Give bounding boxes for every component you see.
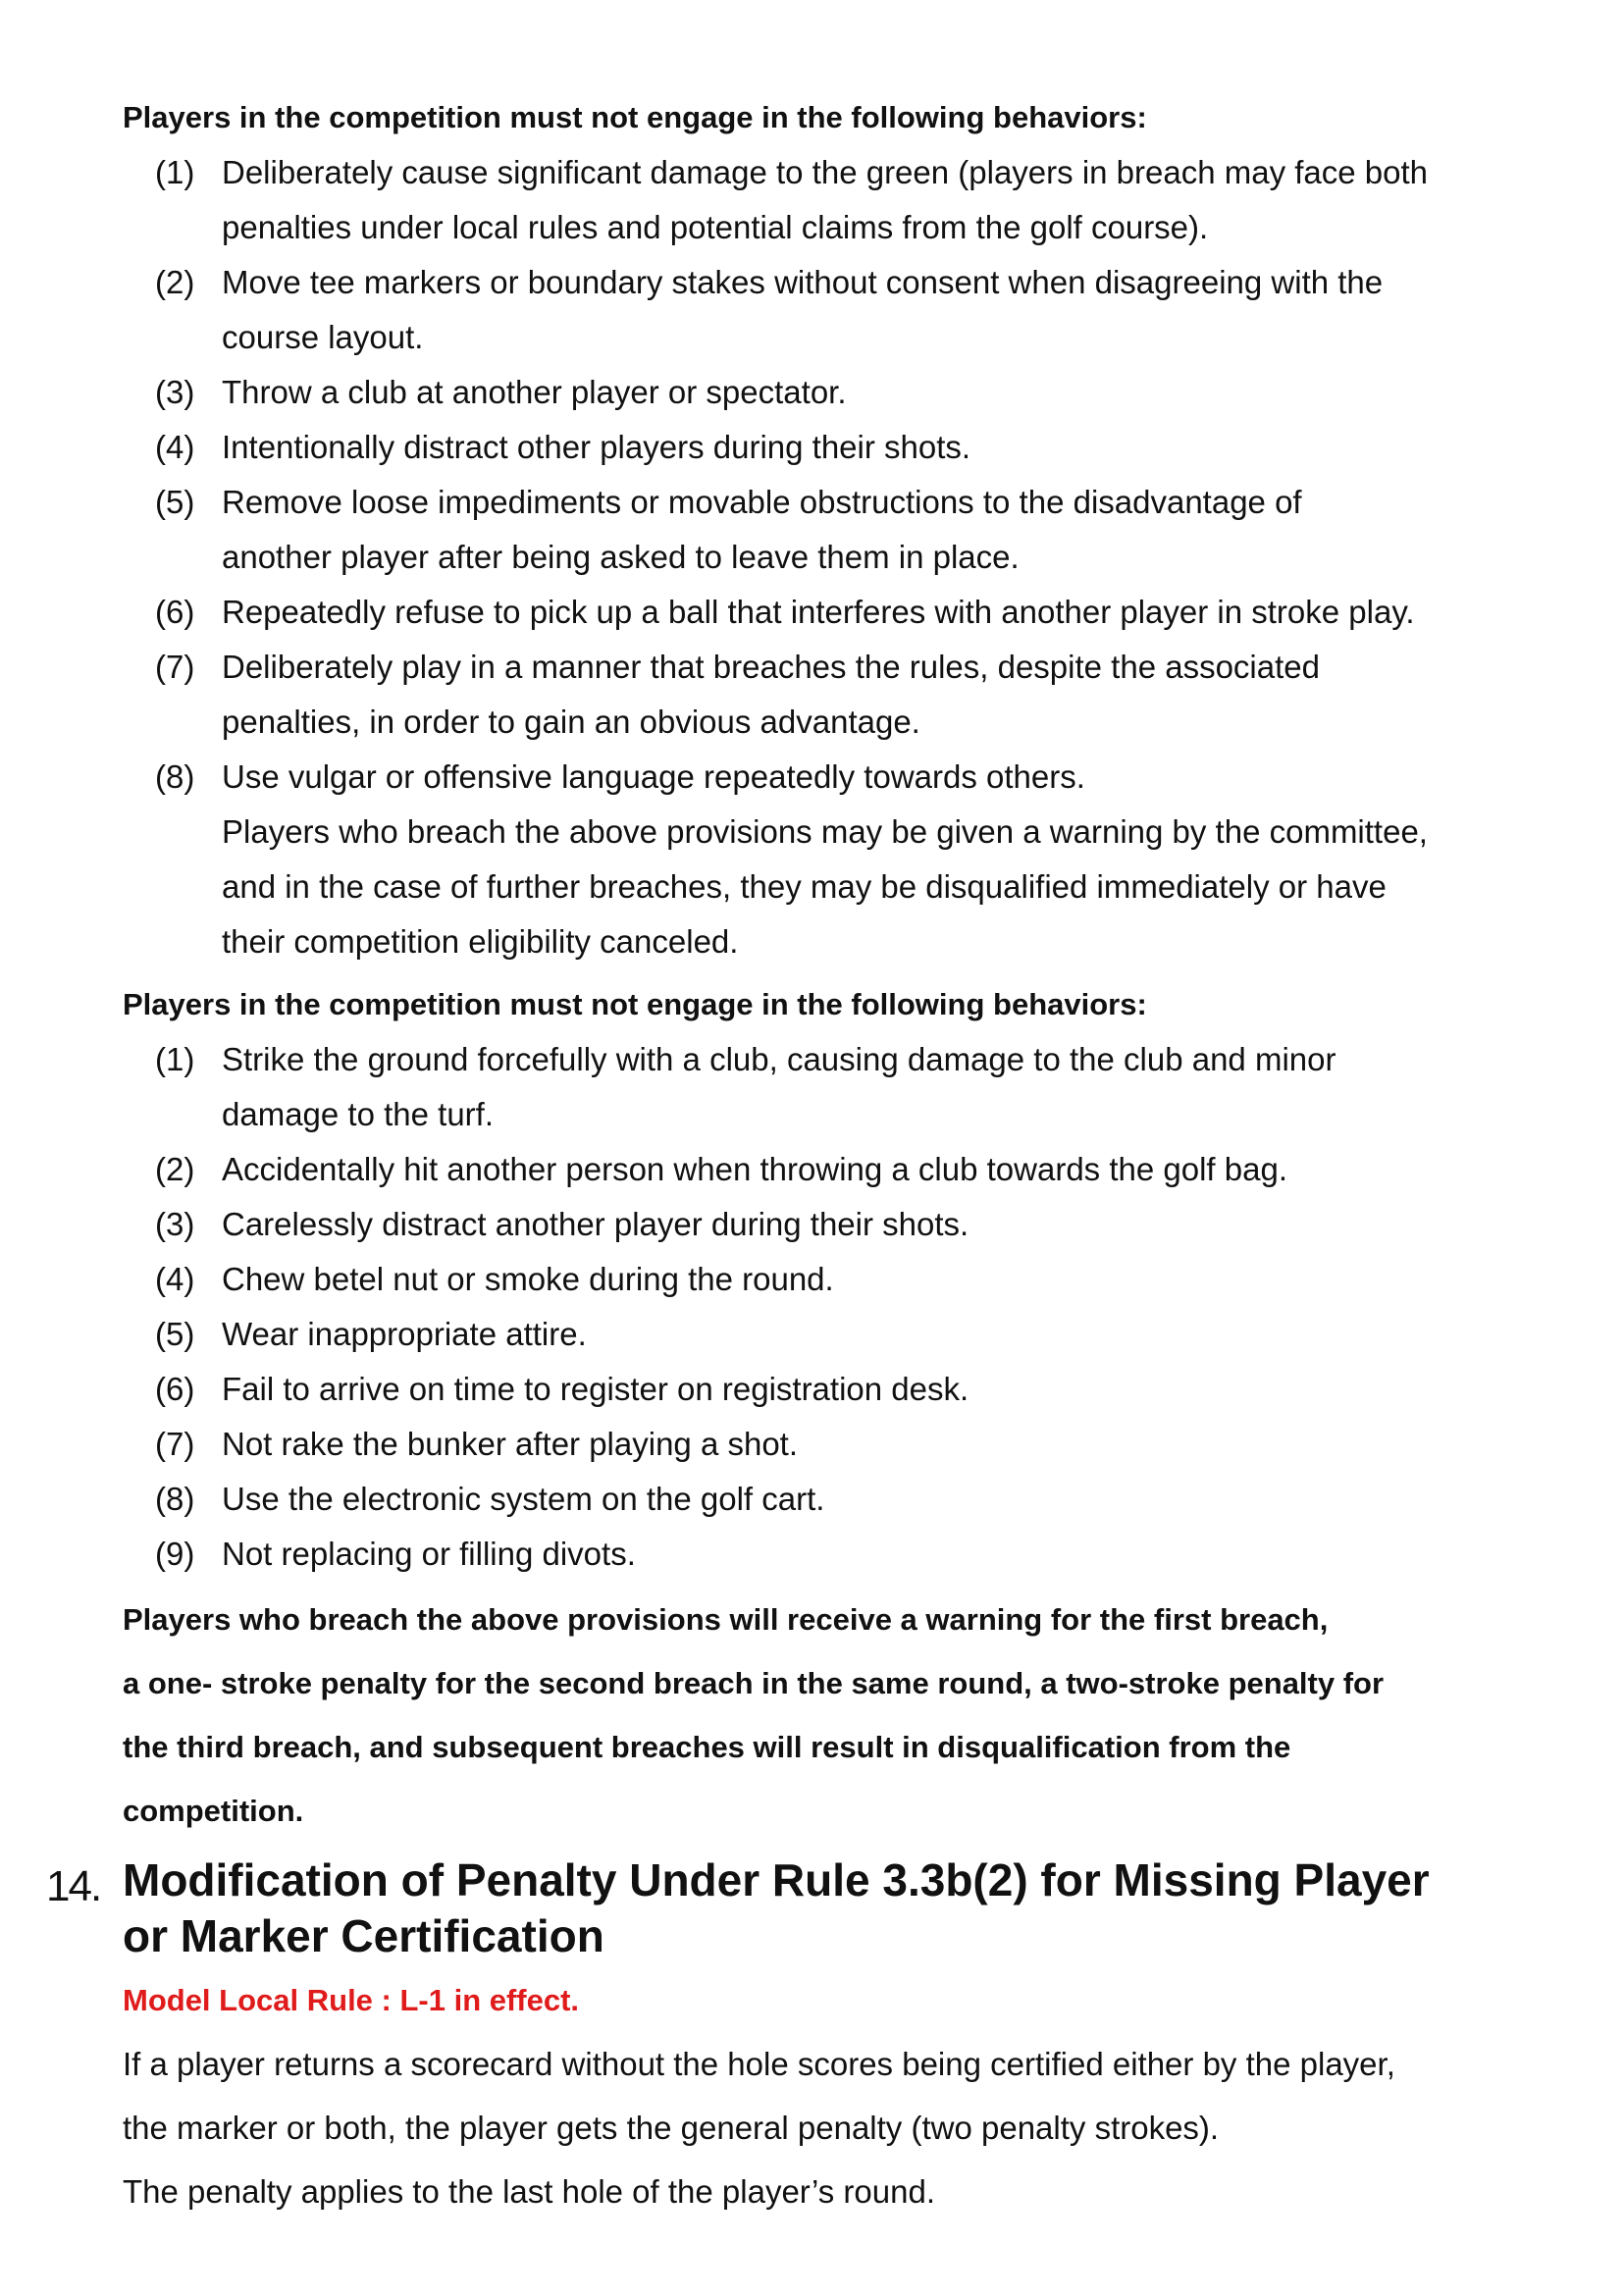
section-b-list	[123, 1032, 1536, 1582]
list-item: (2) Accidentally hit another person when throwing a club towards the golf bag.	[155, 1151, 1287, 1187]
section-14-paragraph: If a player returns a scorecard without the hole scores being certified either by the player, the marker or both, the player gets the general penalty (two penalty strokes). The penalty applies to the last hole of the player’s round.	[123, 2046, 1395, 2210]
list-item: (8) Use vulgar or offensive language repeatedly towards others.	[155, 758, 1085, 795]
section-a-list	[123, 145, 1536, 805]
model-local-rule: Model Local Rule : L-1 in effect.	[123, 1983, 580, 2017]
list-item: (1) Strike the ground forcefully with a club, causing damage to the club and minor	[155, 1041, 1336, 1077]
list-item-continuation: penalties under local rules and potential claims from the golf course).	[222, 209, 1209, 245]
section-a-note-line: and in the case of further breaches, they may be disqualified immediately or have	[222, 868, 1387, 905]
list-item: (5) Wear inappropriate attire.	[155, 1316, 587, 1352]
list-item: (3) Carelessly distract another player during their shots.	[155, 1206, 969, 1242]
section-b-heading: Players in the competition must not engage in the following behaviors:	[123, 987, 1147, 1021]
list-item: (6) Repeatedly refuse to pick up a ball that interferes with another player in stroke play.	[155, 594, 1415, 630]
list-item: (4) Chew betel nut or smoke during the round.	[155, 1261, 834, 1297]
list-item: (9) Not replacing or filling divots.	[155, 1536, 636, 1572]
list-item-continuation: damage to the turf.	[222, 1096, 495, 1132]
section-a-note-line: their competition eligibility canceled.	[222, 923, 739, 960]
list-item: (5) Remove loose impediments or movable obstructions to the disadvantage of	[155, 484, 1302, 520]
page-content	[46, 90, 1536, 2223]
section-b-penalty-text: Players who breach the above provisions will receive a warning for the first breach, a one- stroke penalty for the second breach in the same round, a two-stroke penalty for the third breach, and subsequent breaches will result in disqualification from the competition.	[123, 1602, 1385, 1828]
section-number: 14.	[46, 1862, 101, 1910]
section-title: Modification of Penalty Under Rule 3.3b(2) for Missing Player or Marker Certification	[123, 1854, 1430, 1961]
list-item-continuation: course layout.	[222, 319, 424, 355]
section-a-heading: Players in the competition must not engage in the following behaviors:	[123, 100, 1147, 134]
list-item: (3) Throw a club at another player or spectator.	[155, 374, 847, 410]
section-14	[46, 1852, 1536, 1964]
list-item: (8) Use the electronic system on the golf cart.	[155, 1481, 825, 1517]
section-a-note-line: Players who breach the above provisions may be given a warning by the committee,	[222, 813, 1428, 850]
list-item: (1) Deliberately cause significant damage to the green (players in breach may face both	[155, 154, 1429, 190]
list-item: (2) Move tee markers or boundary stakes without consent when disagreeing with the	[155, 264, 1384, 300]
list-item: (7) Not rake the bunker after playing a shot.	[155, 1426, 799, 1462]
list-item-continuation: another player after being asked to leave them in place.	[222, 539, 1020, 575]
list-item: (7) Deliberately play in a manner that breaches the rules, despite the associated	[155, 649, 1320, 685]
list-item: (6) Fail to arrive on time to register on registration desk.	[155, 1371, 969, 1407]
list-item: (4) Intentionally distract other players during their shots.	[155, 429, 971, 465]
list-item-continuation: penalties, in order to gain an obvious advantage.	[222, 704, 920, 740]
